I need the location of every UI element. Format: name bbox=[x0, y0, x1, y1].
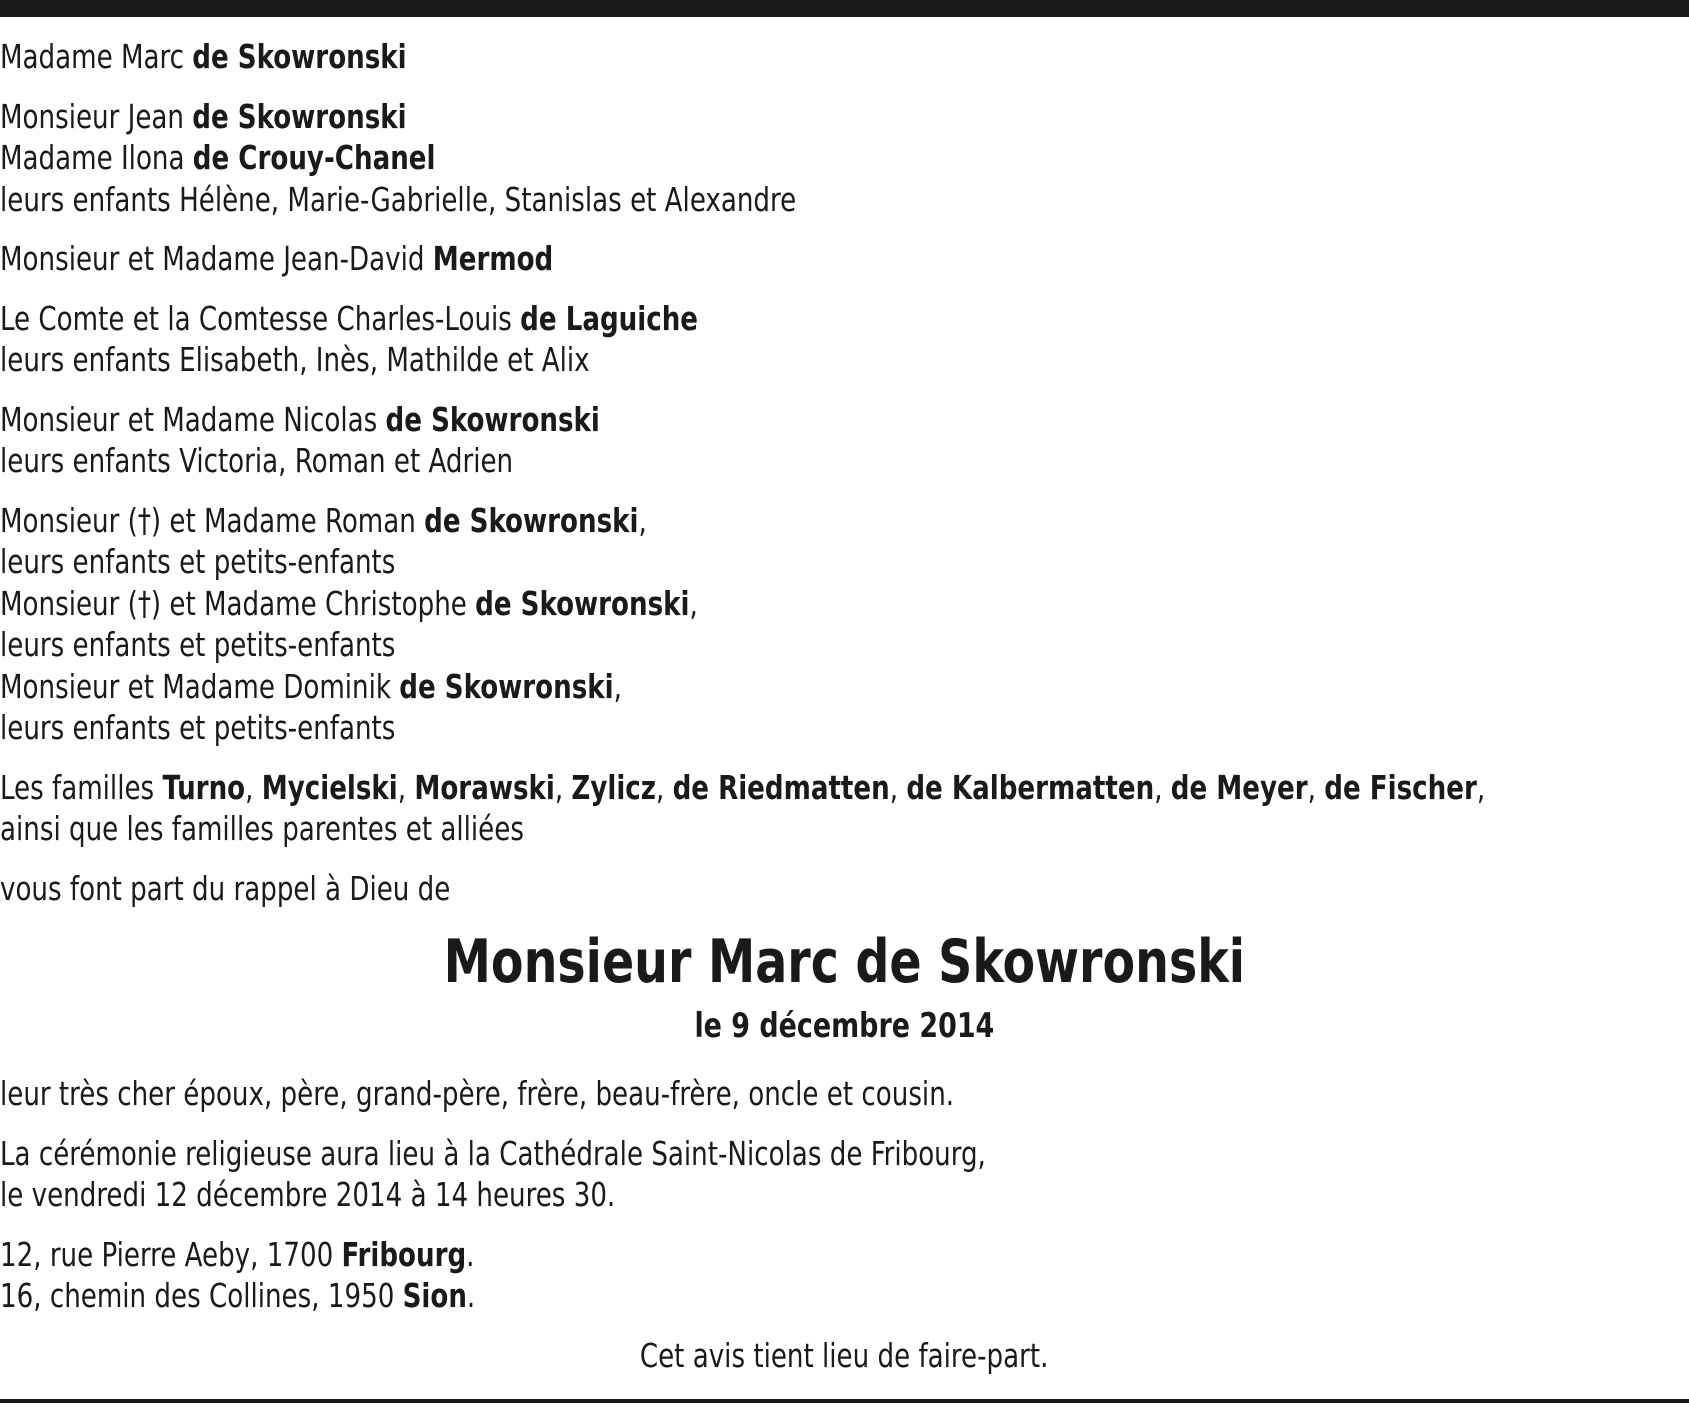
family-surname: de Kalbermatten bbox=[906, 767, 1155, 807]
family-member-text: Le Comte et la Comtesse Charles-Louis bbox=[0, 298, 521, 338]
related-families-intro: Les familles bbox=[0, 767, 163, 807]
family-surname: de Skowronski bbox=[192, 37, 407, 76]
family-group-siblings bbox=[0, 500, 1689, 749]
punctuation: , bbox=[613, 666, 622, 706]
children-line: leurs enfants et petits-enfants bbox=[0, 625, 396, 664]
ceremony-group bbox=[0, 1133, 1689, 1216]
related-families-line bbox=[0, 767, 1486, 809]
punctuation: , bbox=[1476, 767, 1486, 807]
address-line bbox=[0, 1234, 1486, 1276]
children-line: leurs enfants Victoria, Roman et Adrien bbox=[0, 441, 514, 480]
family-surname: de Laguiche bbox=[520, 298, 699, 338]
punctuation: , bbox=[1154, 767, 1171, 807]
family-surname: de Skowronski bbox=[424, 500, 639, 540]
family-group-widow bbox=[0, 36, 1689, 78]
family-group-related bbox=[0, 767, 1689, 850]
family-surname: de Riedmatten bbox=[672, 767, 890, 807]
family-surname: Mycielski bbox=[261, 767, 398, 807]
family-surname: de Fischer bbox=[1324, 767, 1477, 807]
punctuation: , bbox=[655, 767, 673, 807]
punctuation: , bbox=[245, 767, 262, 807]
children-line: leurs enfants et petits-enfants bbox=[0, 542, 396, 581]
footer-note-text: Cet avis tient lieu de faire-part. bbox=[640, 1335, 1049, 1375]
family-line bbox=[0, 238, 1486, 280]
family-member-text: Monsieur et Madame Nicolas bbox=[0, 399, 386, 439]
family-line bbox=[0, 583, 1486, 625]
family-member-text: Madame Marc bbox=[0, 37, 193, 76]
death-date-text: le 9 décembre 2014 bbox=[694, 1006, 995, 1046]
family-member-text: Monsieur et Madame Jean-David bbox=[0, 239, 433, 278]
punctuation: . bbox=[466, 1234, 475, 1274]
family-surname: de Skowronski bbox=[475, 583, 690, 623]
relation-group bbox=[0, 1073, 1689, 1115]
family-line bbox=[0, 96, 1486, 138]
family-surname: de Skowronski bbox=[399, 666, 614, 706]
addresses-group bbox=[0, 1234, 1689, 1317]
announcement-intro-group bbox=[0, 868, 1689, 910]
punctuation: , bbox=[638, 500, 647, 540]
family-group-laguiche bbox=[0, 298, 1689, 381]
family-surname: de Crouy-Chanel bbox=[192, 138, 436, 177]
ceremony-line: La cérémonie religieuse aura lieu à la Cathédrale Saint-Nicolas de Fribourg, bbox=[0, 1133, 986, 1173]
footer-note bbox=[0, 1335, 1689, 1377]
family-member-text: Monsieur (†) et Madame Christophe bbox=[0, 583, 476, 623]
punctuation: , bbox=[889, 767, 907, 807]
family-surname: de Skowronski bbox=[385, 399, 600, 439]
family-line bbox=[0, 298, 1486, 340]
family-member-text: Monsieur et Madame Dominik bbox=[0, 666, 400, 706]
deceased-name bbox=[0, 927, 1689, 997]
children-line: leurs enfants Elisabeth, Inès, Mathilde et Alix bbox=[0, 340, 590, 379]
family-group-nicolas bbox=[0, 399, 1689, 482]
punctuation: , bbox=[1307, 767, 1325, 807]
family-member-text: Monsieur Jean bbox=[0, 96, 193, 136]
family-member-text: Madame Ilona bbox=[0, 138, 193, 177]
relation-line: leur très cher époux, père, grand-père, frère, beau-frère, oncle et cousin. bbox=[0, 1074, 955, 1113]
ceremony-line: le vendredi 12 décembre 2014 à 14 heures 30. bbox=[0, 1175, 616, 1214]
punctuation: , bbox=[397, 767, 415, 807]
punctuation: , bbox=[554, 767, 572, 807]
family-line bbox=[0, 399, 1486, 441]
family-line bbox=[0, 137, 1486, 179]
family-surname: Morawski bbox=[414, 767, 555, 807]
address-text: 12, rue Pierre Aeby, 1700 bbox=[0, 1234, 342, 1274]
family-line bbox=[0, 666, 1486, 708]
family-surname: de Meyer bbox=[1170, 767, 1308, 807]
punctuation: , bbox=[689, 583, 698, 623]
family-group-mermod bbox=[0, 238, 1689, 280]
announcement-intro: vous font part du rappel à Dieu de bbox=[0, 868, 451, 908]
death-notice bbox=[0, 36, 1689, 1376]
family-line bbox=[0, 500, 1486, 542]
related-families-line: ainsi que les familles parentes et alliées bbox=[0, 809, 524, 848]
bottom-rule bbox=[0, 1399, 1689, 1403]
death-date bbox=[0, 1005, 1689, 1047]
deceased-name-text: Monsieur Marc de Skowronski bbox=[443, 927, 1246, 997]
family-line bbox=[0, 36, 1486, 78]
address-city: Sion bbox=[402, 1276, 467, 1315]
children-line: leurs enfants Hélène, Marie-Gabrielle, Stanislas et Alexandre bbox=[0, 179, 797, 219]
family-surname: de Skowronski bbox=[192, 96, 407, 136]
address-city: Fribourg bbox=[341, 1234, 467, 1274]
address-text: 16, chemin des Collines, 1950 bbox=[0, 1276, 403, 1315]
family-member-text: Monsieur (†) et Madame Roman bbox=[0, 500, 425, 540]
address-line bbox=[0, 1275, 1486, 1317]
family-surname: Mermod bbox=[432, 239, 554, 278]
family-surname: Turno bbox=[162, 767, 246, 807]
punctuation: . bbox=[466, 1276, 476, 1315]
family-surname: Zylicz bbox=[571, 767, 656, 807]
family-group-jean bbox=[0, 96, 1689, 221]
children-line: leurs enfants et petits-enfants bbox=[0, 708, 396, 747]
top-rule bbox=[0, 0, 1689, 17]
